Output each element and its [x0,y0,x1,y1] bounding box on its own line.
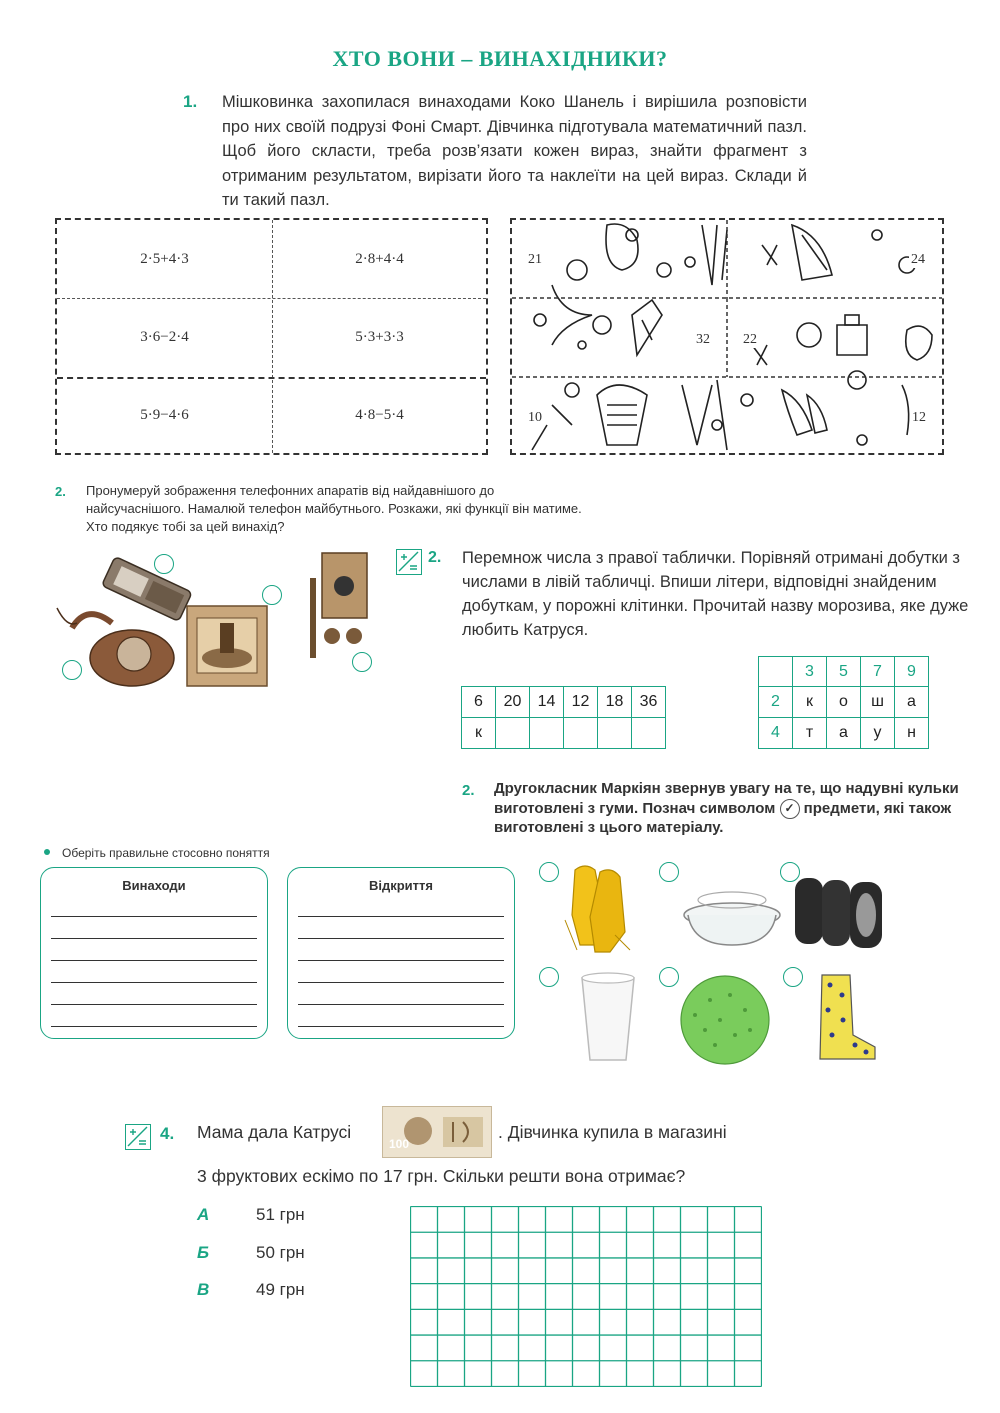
green-ball-icon [681,976,769,1064]
inventions-label: Винаходи [122,878,186,893]
answer-line[interactable] [298,1004,504,1005]
order-circle[interactable] [154,554,174,574]
order-circle[interactable] [62,660,82,680]
letter-cell: ш [861,687,895,718]
banknote-100-image [382,1106,492,1158]
objects-illustration [560,860,905,1070]
letter-cell: т [793,718,827,749]
letter-cell[interactable] [564,718,598,749]
answer-line[interactable] [298,916,504,917]
rubber-boot-icon [820,975,875,1059]
tires-icon [795,878,882,948]
bullet-icon [44,849,50,855]
piece-number[interactable]: 22 [743,332,757,347]
row-header-cell: 4 [759,718,793,749]
calculation-icon [396,549,422,575]
letter-cell[interactable] [632,718,666,749]
puzzle-expressions-grid [55,218,488,455]
letter-cell: к [793,687,827,718]
task4-number: 4. [160,1124,175,1143]
answer-line[interactable] [51,916,257,917]
letter-cell[interactable]: к [462,718,496,749]
products-table [461,686,666,749]
product-cell: 36 [632,687,666,718]
telephones-illustration [52,548,382,696]
letter-cell[interactable] [598,718,632,749]
math-signs-icon [397,550,420,573]
letter-cell: н [895,718,929,749]
order-circle[interactable] [262,585,282,605]
select-circle[interactable] [539,862,559,882]
answer-line[interactable] [298,982,504,983]
header-cell: 3 [793,657,827,687]
answer-grid[interactable] [410,1206,762,1387]
answer-line[interactable] [51,1026,257,1027]
letter-cell: о [827,687,861,718]
concepts-heading: Оберіть правильне стосовно поняття [62,846,270,860]
product-cell: 18 [598,687,632,718]
math-signs-icon [126,1125,149,1148]
task2b-text: Перемнож числа з правої таблички. Порівняй отримані добутки з числами в лівій табличці. Впиши літери, відповідні знайденим добуткам, у порожні клітинки. Прочитай назву морозива, яке дуже любить Катруся. [462,549,969,639]
header-cell [759,657,793,687]
task2c-number: 2. [462,782,475,799]
option-c[interactable] [197,1280,209,1300]
rubber-gloves-icon [565,866,630,952]
option-value: 50 грн [256,1243,305,1262]
option-b[interactable] [197,1243,209,1263]
letter-cell: а [827,718,861,749]
piece-number[interactable]: 12 [912,410,926,425]
task4-text-part1: Мама дала Катрусі [197,1122,352,1142]
task2c-text [494,780,984,837]
task2c-text-after: предмети, які також виготовлені з цього матеріалу. [494,799,952,836]
glass-dish-icon [684,892,780,945]
letter-cell: а [895,687,929,718]
option-value: 49 грн [256,1280,305,1299]
piece-number[interactable]: 21 [528,252,542,267]
expression-cell[interactable]: 5·9−4·6 [140,407,189,423]
header-cell: 5 [827,657,861,687]
task1-text: Мішковинка захопилася винаходами Коко Шанель і вирішила розповісти про них своїй подрузі Фоні Смарт. Дівчинка підготувала математичний пазл. Щоб його скласти, треба розв’язати кожен вираз, знайти фрагмент з отриманим результатом, вирізати його та наклеїти на цей вираз. Склади й ти такий пазл. [222,93,807,209]
task4-text-part2: . Дівчинка купила в магазині [498,1122,727,1142]
header-cell: 9 [895,657,929,687]
banknote-value: 100 [389,1137,410,1151]
product-cell: 6 [462,687,496,718]
calculation-icon [125,1124,151,1150]
answer-line[interactable] [51,1004,257,1005]
row-header-cell: 2 [759,687,793,718]
task2a-number: 2. [55,484,66,499]
inventions-box [40,867,268,1039]
option-letter: В [197,1280,210,1299]
product-cell: 20 [496,687,530,718]
expression-cell[interactable]: 2·8+4·4 [355,250,404,267]
multiplication-table [758,656,929,749]
answer-line[interactable] [298,960,504,961]
option-a[interactable] [197,1205,209,1225]
task2a-text: Пронумеруй зображення телефонних апаратів від найдавнішого до найсучаснішого. Намалюй телефон майбутнього. Розкажи, які функції він матиме. Хто подякує тобі за цей винахід? [86,483,582,534]
product-cell: 14 [530,687,564,718]
answer-line[interactable] [51,938,257,939]
option-value: 51 грн [256,1205,305,1224]
expression-cell[interactable]: 5·3+3·3 [355,329,404,345]
expression-cell[interactable]: 3·6−2·4 [140,329,189,345]
letter-cell: у [861,718,895,749]
discoveries-box [287,867,515,1039]
order-circle[interactable] [352,652,372,672]
letter-cell[interactable] [530,718,564,749]
product-cell: 12 [564,687,598,718]
page-title: ХТО ВОНИ – ВИНАХІДНИКИ? [332,46,668,71]
option-letter: А [197,1205,210,1224]
fashion-doodle-illustration [512,220,942,453]
expression-cell[interactable]: 2·5+4·3 [140,250,189,267]
select-circle[interactable] [539,967,559,987]
header-cell: 7 [861,657,895,687]
task1-number: 1. [183,92,198,111]
expression-cell[interactable]: 4·8−5·4 [355,407,404,423]
piece-number[interactable]: 10 [528,410,542,425]
answer-line[interactable] [298,938,504,939]
option-letter: Б [197,1243,210,1262]
answer-line[interactable] [298,1026,504,1027]
letter-cell[interactable] [496,718,530,749]
answer-line[interactable] [51,960,257,961]
puzzle-pieces [510,218,944,455]
piece-number[interactable]: 32 [696,332,710,347]
discoveries-label: Відкриття [368,878,433,893]
task2b-number: 2. [428,549,442,566]
answer-line[interactable] [51,982,257,983]
task4-text-line2: 3 фруктових ескімо по 17 грн. Скільки решти вона отримає? [197,1166,686,1186]
piece-number[interactable]: 24 [911,252,925,267]
checkmark-circle-icon: ✓ [780,799,800,819]
plastic-cup-icon [582,973,634,1060]
task2c-text-before: Другокласник Маркіян звернув увагу на те, що надувні кульки виготовлені з гуми. Познач символом [494,780,959,817]
